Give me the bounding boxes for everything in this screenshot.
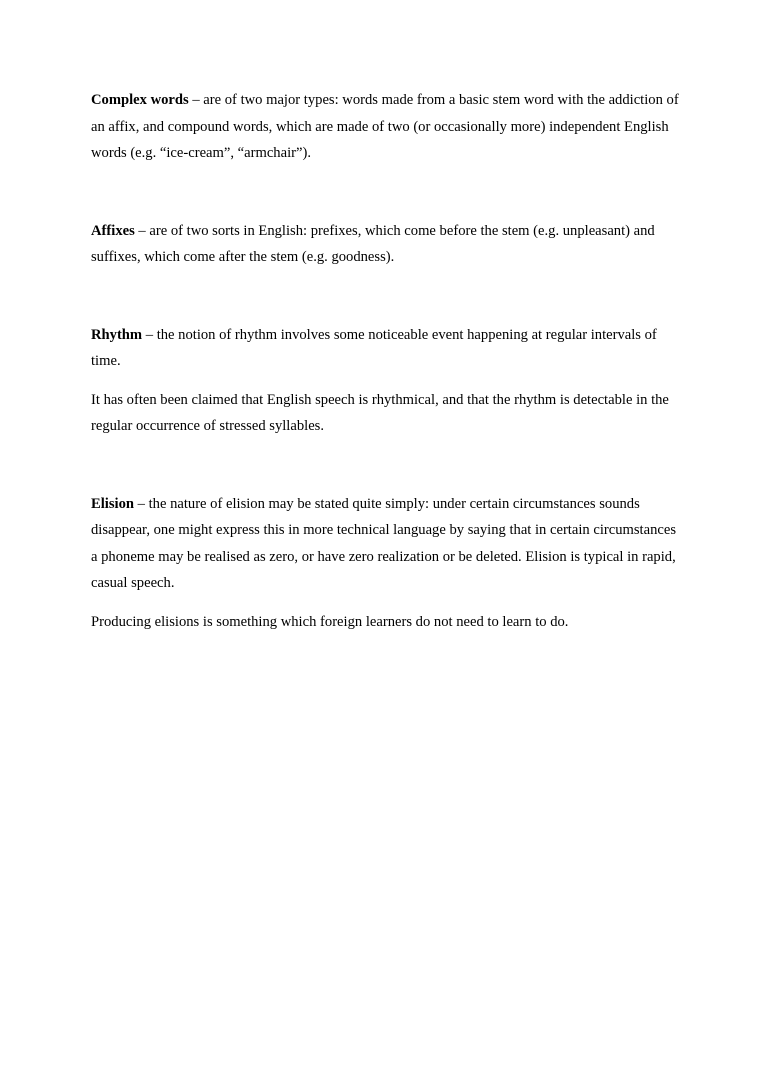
complex-words-definition: – are of two major types: words made from a basic stem word with the addiction of an affix, and compound words, which are made of two (or occasionally more) independent English words (e.g. “ice-cream”, “armchair”). <box>91 92 679 161</box>
affixes-paragraph <box>91 218 681 271</box>
elision-definition: – the nature of elision may be stated quite simply: under certain circumstances sounds disappear, one might express this in more technical language by saying that in certain circumstances a phoneme may be realised as zero, or have zero realization or be deleted. Elision is typical in rapid, casual speech. <box>91 495 677 591</box>
document-body <box>91 87 681 635</box>
rhythm-paragraph <box>91 322 681 375</box>
rhythm-extra-paragraph: It has often been claimed that English speech is rhythmical, and that the rhythm is detectable in the regular occurrence of stressed syllables. <box>91 391 669 434</box>
elision-term: Elision <box>91 495 134 512</box>
elision-extra-paragraph: Producing elisions is something which foreign learners do not need to learn to do. <box>91 613 569 630</box>
rhythm-definition: – the notion of rhythm involves some noticeable event happening at regular intervals of time. <box>91 326 657 369</box>
elision-paragraph <box>91 491 681 597</box>
rhythm-term: Rhythm <box>91 326 143 343</box>
affixes-definition: – are of two sorts in English: prefixes, which come before the stem (e.g. unpleasant) and suffixes, which come after the stem (e.g. goodness). <box>91 222 655 265</box>
affixes-term: Affixes <box>91 222 135 239</box>
complex-words-term: Complex words <box>91 92 189 108</box>
complex-words-paragraph <box>91 87 681 167</box>
